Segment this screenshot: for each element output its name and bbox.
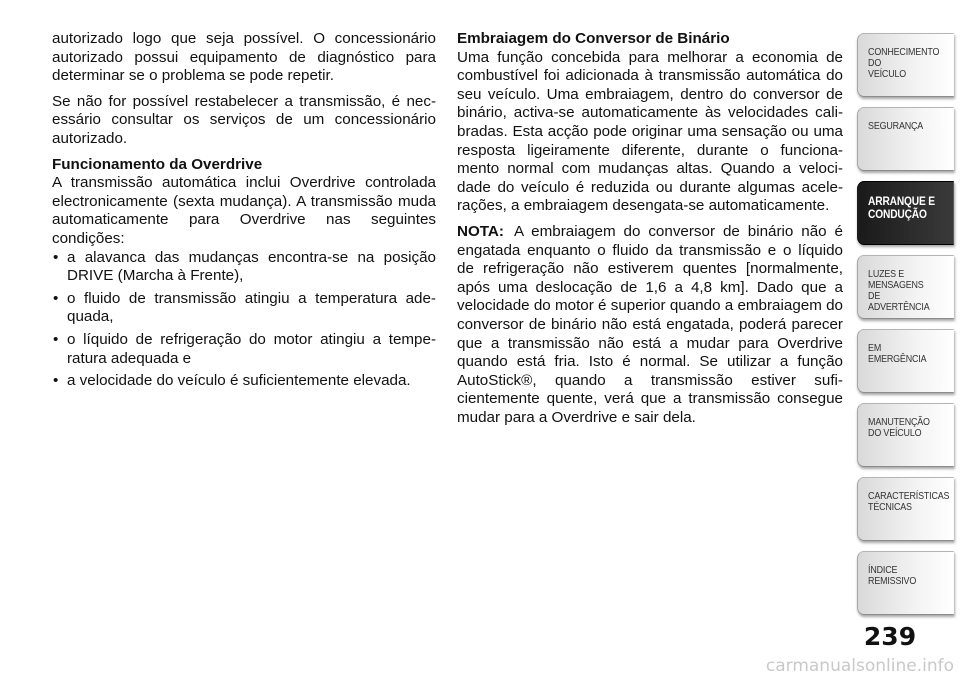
tab-label: MANUTENÇÃO — [868, 416, 930, 428]
section-tabs — [857, 33, 960, 623]
paragraph: autorizado logo que seja possível. O concessionário autorizado possui equipamento de diagnóstico para determinar se o problema se pode repetir. — [52, 30, 436, 85]
tab-label: CONHECIMENTO — [868, 46, 940, 58]
tab-label: ARRANQUE E — [868, 194, 935, 208]
paragraph: Uma função concebida para melhorar a economia de combustível foi adicionada à transmissão automática do seu veículo. Uma embraiagem, dentro do conversor de binário, activa-se automaticamente às velocidades cali-bradas. Esta acção pode originar uma sensação ou uma resposta ligeiramente diferente, durante o funciona-mento normal com mudanças altas. Quando a veloci-dade do veículo é reduzida ou durante algumas acele-rações, a embraiagem desengata-se automaticamente. — [457, 48, 843, 215]
list-item: • a alavanca das mudanças encontra-se na posição DRIVE (Marcha à Frente), — [52, 249, 436, 286]
tab-5[interactable] — [857, 403, 954, 467]
section-heading-overdrive: Funcionamento da Overdrive — [52, 155, 263, 173]
tab-label: DE — [868, 290, 881, 302]
section-heading-torque-converter: Embraiagem do Conversor de Binário — [457, 30, 730, 47]
note-text: A embraiagem do conversor de binário não é engatada enquanto o fluido da transmissão e o líquido de refrigeração não estiverem quentes [normalmente, após uma deslocação de 1,6 a 4,8 km]. Dado que a velocidade do motor é superior quando a embraiagem do conversor de binário não está engatada, poderá parecer que a transmissão não está a mudar para Overdrive quando está fria. Isto é normal. Se utilizar a função AutoStick®, quando a transmissão estiver sufi-cientemente quente, verá que a transmissão consegue mudar para a Overdrive e sair dela. — [457, 222, 843, 426]
tab-label: ÍNDICE — [868, 564, 898, 576]
tab-label: REMISSIVO — [868, 575, 917, 587]
tab-label: MENSAGENS — [868, 279, 924, 291]
tab-label: LUZES E — [868, 268, 905, 280]
tab-label: VEÍCULO — [868, 68, 907, 80]
list-item: • a velocidade do veículo é suficientemente elevada. — [52, 372, 436, 391]
list-item: • o líquido de refrigeração do motor atingiu a tempe-ratura adequada e — [52, 331, 436, 368]
tab-label: DO — [868, 57, 882, 69]
paragraph: A transmissão automática inclui Overdrive controlada electronicamente (sexta mudança). A transmissão muda automaticamente para Overdrive nas seguintes condições: — [52, 174, 436, 247]
tab-label: SEGURANÇA — [868, 120, 924, 132]
left-column — [52, 30, 436, 395]
list-item: • o fluido de transmissão atingiu a temperatura ade-quada, — [52, 290, 436, 327]
tab-label: ADVERTÊNCIA — [868, 301, 930, 313]
note-label: NOTA: — [457, 222, 504, 240]
tab-4[interactable] — [857, 329, 954, 393]
tab-label: EMERGÊNCIA — [868, 353, 927, 365]
paragraph: Se não for possível restabelecer a transmissão, é nec-essário consultar os serviços de um concessionário autorizado. — [52, 92, 436, 147]
tab-2[interactable] — [857, 181, 954, 245]
watermark: carmanualsonline.info — [765, 656, 954, 676]
tab-label: CONDUÇÃO — [868, 206, 927, 221]
tab-label: EM — [868, 342, 882, 354]
conditions-list — [52, 249, 436, 391]
tab-label: DO VEÍCULO — [868, 427, 922, 439]
page-number: 239 — [863, 622, 917, 651]
tab-1[interactable] — [857, 107, 954, 171]
tab-0[interactable] — [857, 33, 954, 97]
tab-3[interactable] — [857, 255, 954, 319]
tab-6[interactable] — [857, 477, 954, 541]
note-paragraph — [457, 223, 843, 428]
tab-label: CARACTERÍSTICAS — [868, 490, 950, 502]
tab-7[interactable] — [857, 551, 954, 615]
right-column — [457, 30, 843, 434]
tab-label: TÉCNICAS — [868, 501, 912, 513]
